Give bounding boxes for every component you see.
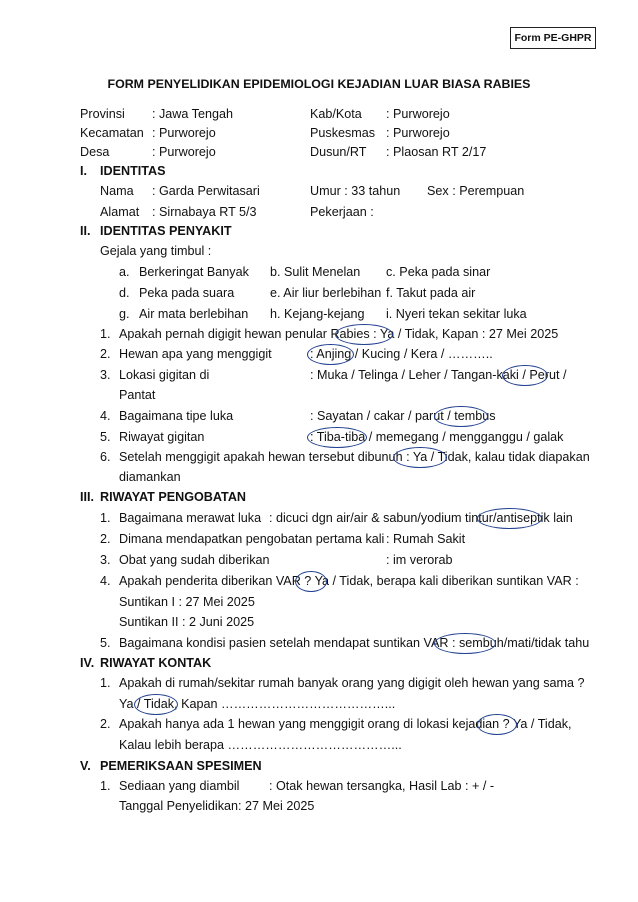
question-number: 5. (100, 430, 111, 444)
question-number: 2. (100, 347, 111, 361)
alamat-label: Alamat (100, 205, 140, 219)
question-bite-location-value: : Muka / Telinga / Leher / Tangan-kaki / Perut / (310, 368, 567, 382)
question-var-given: Apakah penderita diberikan VAR ? Ya / Tidak, berapa kali diberikan suntikan VAR : (119, 574, 579, 588)
section-heading-spesimen: PEMERIKSAAN SPESIMEN (100, 759, 262, 773)
symptom-letter: d. (119, 286, 130, 300)
question-animal-value: : Anjing / Kucing / Kera / ……….. (310, 347, 493, 361)
question-number: 3. (100, 368, 111, 382)
symptom-d: Peka pada suara (139, 286, 235, 300)
question-others-bitten-cont: Ya / Tidak, Kapan …………………………………... (119, 697, 396, 711)
question-wound-type-label: Bagaimana tipe luka (119, 409, 234, 423)
kab-value: : Purworejo (386, 107, 450, 121)
question-wound-type-value: : Sayatan / cakar / parut / tembus (310, 409, 496, 423)
question-number: 1. (100, 779, 111, 793)
puskesmas-label: Puskesmas (310, 126, 376, 140)
question-medicine-label: Obat yang sudah diberikan (119, 553, 270, 567)
section-heading-penyakit: IDENTITAS PENYAKIT (100, 224, 232, 238)
gejala-label: Gejala yang timbul : (100, 244, 212, 258)
question-number: 6. (100, 450, 111, 464)
form-code-badge: Form PE-GHPR (510, 27, 596, 49)
question-number: 2. (100, 717, 111, 731)
question-bite-location-label: Lokasi gigitan di (119, 368, 210, 382)
question-animal-killed-cont: diamankan (119, 470, 181, 484)
question-bitten: Apakah pernah digigit hewan penular Rabies : Ya / Tidak, Kapan : 27 Mei 2025 (119, 327, 559, 341)
nama-value: : Garda Perwitasari (152, 184, 260, 198)
symptom-g: Air mata berlebihan (139, 307, 249, 321)
question-animal-label: Hewan apa yang menggigit (119, 347, 272, 361)
umur-field: Umur : 33 tahun (310, 184, 401, 198)
question-patient-condition: Bagaimana kondisi pasien setelah mendapat suntikan VAR : sembuh/mati/tidak tahu (119, 636, 590, 650)
question-number: 1. (100, 676, 111, 690)
form-title: FORM PENYELIDIKAN EPIDEMIOLOGI KEJADIAN LUAR BIASA RABIES (107, 77, 531, 91)
question-wound-care-label: Bagaimana merawat luka (119, 511, 262, 525)
section-heading-kontak: RIWAYAT KONTAK (100, 656, 212, 670)
kecamatan-label: Kecamatan (80, 126, 144, 140)
alamat-value: : Sirnabaya RT 5/3 (152, 205, 257, 219)
section-number: I. (80, 164, 87, 178)
symptom-f: f. Takut pada air (386, 286, 476, 300)
desa-value: : Purworejo (152, 145, 216, 159)
question-wound-care-value: : dicuci dgn air/air & sabun/yodium tintur/antiseptik lain (269, 511, 573, 525)
section-heading-pengobatan: RIWAYAT PENGOBATAN (100, 490, 247, 504)
symptom-letter: a. (119, 265, 130, 279)
suntikan-2: Suntikan II : 2 Juni 2025 (119, 615, 255, 629)
question-animal-killed: Setelah menggigit apakah hewan tersebut dibunuh : Ya / Tidak, kalau tidak diapakan (119, 450, 590, 464)
question-number: 2. (100, 532, 111, 546)
question-single-animal: Apakah hanya ada 1 hewan yang menggigit orang di lokasi kejadian ? Ya / Tidak, (119, 717, 572, 731)
question-bite-location-cont: Pantat (119, 388, 156, 402)
provinsi-value: : Jawa Tengah (152, 107, 233, 121)
question-single-animal-cont: Kalau lebih berapa …………………………………... (119, 738, 402, 752)
sex-field: Sex : Perempuan (427, 184, 525, 198)
desa-label: Desa (80, 145, 110, 159)
question-others-bitten: Apakah di rumah/sekitar rumah banyak orang yang digigit oleh hewan yang sama ? (119, 676, 585, 690)
section-heading-identitas: IDENTITAS (100, 164, 166, 178)
question-number: 3. (100, 553, 111, 567)
symptom-c: c. Peka pada sinar (386, 265, 491, 279)
nama-label: Nama (100, 184, 134, 198)
dusun-label: Dusun/RT (310, 145, 367, 159)
question-number: 5. (100, 636, 111, 650)
question-medicine-value: : im verorab (386, 553, 453, 567)
question-first-treatment-value: : Rumah Sakit (386, 532, 466, 546)
question-specimen-value: : Otak hewan tersangka, Hasil Lab : + / - (269, 779, 495, 793)
question-first-treatment-label: Dimana mendapatkan pengobatan pertama kali (119, 532, 385, 546)
symptom-b: b. Sulit Menelan (270, 265, 361, 279)
section-number: V. (80, 759, 91, 773)
question-bite-history-value: : Tiba-tiba / memegang / mengganggu / galak (310, 430, 564, 444)
symptom-h: h. Kejang-kejang (270, 307, 365, 321)
section-number: II. (80, 224, 91, 238)
section-number: III. (80, 490, 94, 504)
question-number: 4. (100, 574, 111, 588)
question-number: 1. (100, 511, 111, 525)
symptom-e: e. Air liur berlebihan (270, 286, 382, 300)
question-number: 4. (100, 409, 111, 423)
question-specimen-label: Sediaan yang diambil (119, 779, 240, 793)
puskesmas-value: : Purworejo (386, 126, 450, 140)
tanggal-penyelidikan: Tanggal Penyelidikan: 27 Mei 2025 (119, 799, 315, 813)
question-number: 1. (100, 327, 111, 341)
symptom-letter: g. (119, 307, 130, 321)
section-number: IV. (80, 656, 95, 670)
question-bite-history-label: Riwayat gigitan (119, 430, 205, 444)
suntikan-1: Suntikan I : 27 Mei 2025 (119, 595, 255, 609)
pekerjaan-field: Pekerjaan : (310, 205, 374, 219)
symptom-a: Berkeringat Banyak (139, 265, 249, 279)
dusun-value: : Plaosan RT 2/17 (386, 145, 487, 159)
kecamatan-value: : Purworejo (152, 126, 216, 140)
symptom-i: i. Nyeri tekan sekitar luka (386, 307, 527, 321)
kab-label: Kab/Kota (310, 107, 362, 121)
provinsi-label: Provinsi (80, 107, 125, 121)
